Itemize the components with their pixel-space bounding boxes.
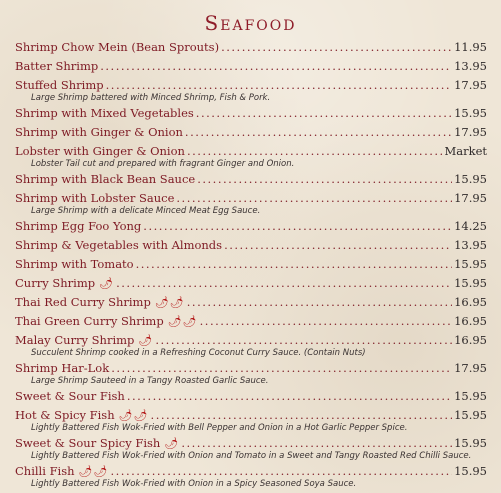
menu-list (15, 38, 487, 490)
dot-leader (221, 38, 452, 57)
menu-item-line (15, 104, 487, 123)
menu-item-name: Shrimp & Vegetables with Almonds (15, 238, 223, 252)
menu-item-name: Shrimp with Lobster Sauce (15, 191, 175, 205)
menu-item-name: Shrimp Har-Lok (15, 361, 110, 375)
menu-item (15, 38, 487, 57)
menu-item (15, 274, 487, 293)
dot-leader (200, 312, 452, 331)
chili-pepper-icon: 🌶🌶 (78, 465, 109, 478)
menu-item (15, 462, 487, 490)
menu-item-price: 14.25 (454, 219, 487, 233)
menu-item-line (15, 293, 487, 312)
menu-item-line (15, 387, 487, 406)
menu-item-line (15, 312, 487, 331)
menu-item (15, 104, 487, 123)
menu-item-line (15, 57, 487, 76)
menu-item-description: Large Shrimp battered with Minced Shrimp, Fish & Pork. (31, 93, 271, 103)
menu-item (15, 255, 487, 274)
menu-item-price: 11.95 (454, 40, 487, 54)
menu-item-name: Shrimp with Black Bean Sauce (15, 172, 196, 186)
menu-item-line (15, 170, 487, 189)
dot-leader (136, 255, 452, 274)
menu-item (15, 293, 487, 312)
dot-leader (116, 274, 452, 293)
menu-item (15, 331, 487, 359)
menu-item-price: 16.95 (454, 295, 487, 309)
menu-item-price: 17.95 (454, 125, 487, 139)
menu-item-description: Succulent Shrimp cooked in a Refreshing Coconut Curry Sauce. (Contain Nuts) (31, 348, 366, 358)
dot-leader (187, 293, 452, 312)
menu-item-line (15, 123, 487, 142)
menu-item-price: 16.95 (454, 333, 487, 347)
menu-item-description: Lobster Tail cut and prepared with fragrant Ginger and Onion. (31, 159, 295, 169)
dot-leader (224, 236, 452, 255)
menu-item-description: Lightly Battered Fish Wok-Fried with Bell Pepper and Onion in a Hot Garlic Pepper Spice. (31, 423, 408, 433)
chili-pepper-icon: 🌶 (138, 334, 154, 347)
dot-leader (127, 387, 452, 406)
menu-item (15, 217, 487, 236)
menu-item-name: Lobster with Ginger & Onion (15, 144, 185, 158)
menu-item (15, 142, 487, 170)
menu-item-description: Lightly Battered Fish Wok-Fried with Onion in a Spicy Seasoned Soya Sauce. (31, 479, 357, 489)
menu-item-price: 15.95 (454, 436, 487, 450)
menu-item-price: 15.95 (454, 172, 487, 186)
menu-item-name: Shrimp with Mixed Vegetables (15, 106, 194, 120)
menu-item-line (15, 217, 487, 236)
menu-item-price: 15.95 (454, 464, 487, 478)
menu-item (15, 387, 487, 406)
menu-item-price: 15.95 (454, 276, 487, 290)
menu-item-description: Lightly Battered Fish Wok-Fried with Onion and Tomato in a Sweet and Tangy Roasted Red Chilli Sauce. (31, 451, 472, 461)
menu-item (15, 434, 487, 462)
menu-item-price: 15.95 (454, 408, 487, 422)
menu-item-price: 13.95 (454, 238, 487, 252)
menu-item (15, 170, 487, 189)
menu-item-price: 15.95 (454, 389, 487, 403)
section-title: Seafood (204, 11, 297, 35)
dot-leader (185, 123, 452, 142)
menu-item-price: 13.95 (454, 59, 487, 73)
menu-item (15, 406, 487, 434)
menu-item-line (15, 236, 487, 255)
menu-item (15, 359, 487, 387)
menu-item-name: Thai Red Curry Shrimp (15, 295, 151, 309)
menu-item-line (15, 274, 487, 293)
menu-item-description: Large Shrimp Sauteed in a Tangy Roasted Garlic Sauce. (31, 376, 269, 386)
menu-item (15, 236, 487, 255)
menu-item-name: Malay Curry Shrimp (15, 333, 135, 347)
menu-item-name: Batter Shrimp (15, 59, 99, 73)
chili-pepper-icon: 🌶🌶 (154, 296, 185, 309)
menu-item-name: Sweet & Sour Spicy Fish (15, 436, 161, 450)
chili-pepper-icon: 🌶 (164, 437, 180, 450)
menu-item-name: Curry Shrimp (15, 276, 96, 290)
menu-item-price: Market (444, 144, 487, 158)
menu-item-name: Shrimp Chow Mein (Bean Sprouts) (15, 40, 220, 54)
menu-item-line (15, 255, 487, 274)
menu-item-name: Hot & Spicy Fish (15, 408, 115, 422)
menu-item-name: Shrimp with Tomato (15, 257, 134, 271)
menu-item-price: 16.95 (454, 314, 487, 328)
dot-leader (100, 57, 452, 76)
menu-item-price: 17.95 (454, 78, 487, 92)
chili-pepper-icon: 🌶🌶 (118, 409, 149, 422)
menu-item-price: 17.95 (454, 191, 487, 205)
menu-item-name: Sweet & Sour Fish (15, 389, 125, 403)
dot-leader (143, 217, 452, 236)
menu-item-price: 15.95 (454, 106, 487, 120)
menu-item-name: Thai Green Curry Shrimp (15, 314, 164, 328)
menu-item-name: Shrimp with Ginger & Onion (15, 125, 183, 139)
menu-item-price: 15.95 (454, 257, 487, 271)
menu-item-name: Stuffed Shrimp (15, 78, 104, 92)
menu-item-name: Chilli Fish (15, 464, 75, 478)
menu-item (15, 123, 487, 142)
chili-pepper-icon: 🌶 (99, 277, 115, 290)
menu-item-description: Large Shrimp with a delicate Minced Meat Egg Sauce. (31, 206, 261, 216)
menu-item-name: Shrimp Egg Foo Yong (15, 219, 142, 233)
chili-pepper-icon: 🌶🌶 (167, 315, 198, 328)
dot-leader (196, 104, 452, 123)
menu-item-line (15, 38, 487, 57)
menu-item (15, 312, 487, 331)
dot-leader (197, 170, 452, 189)
menu-item-price: 17.95 (454, 361, 487, 375)
menu-item (15, 189, 487, 217)
menu-item (15, 57, 487, 76)
menu-item (15, 76, 487, 104)
